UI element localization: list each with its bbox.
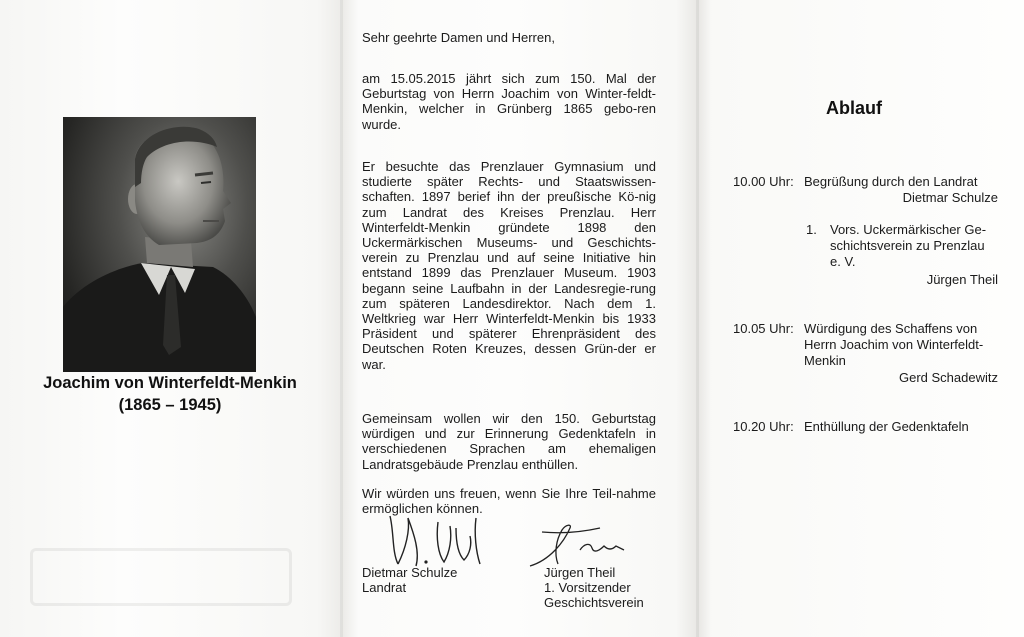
portrait-caption-name: Joachim von Winterfeldt-Menkin [43,374,297,392]
schedule-text-2b: Herrn Joachim von Winterfeldt- [804,337,984,352]
signer-right-role-1: 1. Vorsitzender [544,580,631,596]
signature-left [384,508,494,570]
schedule-speaker-2: Jürgen Theil [926,272,998,287]
fold-line-left [340,0,343,637]
letter-paragraph-4: Wir würden uns freuen, wenn Sie Ihre Teil-nahme ermöglichen können. [362,486,656,517]
signer-left [362,565,457,595]
schedule-time-2: 10.05 Uhr: [733,321,794,336]
schedule-subtext-2: schichtsverein zu Prenzlau [830,238,985,253]
portrait-caption-years: (1865 – 1945) [118,396,222,414]
schedule-text-3: Enthüllung der Gedenktafeln [804,419,969,434]
schedule-text-2c: Menkin [804,353,846,368]
fold-line-right [696,0,699,637]
letter-paragraph-3: Gemeinsam wollen wir den 150. Geburtstag würdigen und zur Erinnerung Gedenktafeln in verschiedenen Sprachen am ehemaligen Landratsgebäude Prenzlau enthüllen. [362,411,656,472]
signer-left-name: Dietmar Schulze [362,565,458,580]
schedule-subnumber: 1. [806,222,817,237]
signer-right-name: Jürgen Theil [544,565,616,580]
schedule-text-2a: Würdigung des Schaffens von [804,321,978,336]
schedule-subtext-3: e. V. [830,254,856,269]
signer-left-role: Landrat [362,580,407,596]
schedule-time-3: 10.20 Uhr: [733,419,794,434]
portrait-illustration [63,117,256,372]
schedule-text-1: Begrüßung durch den Landrat [804,174,978,189]
show-through-logo [30,548,292,606]
signer-right-role-2: Geschichtsverein [544,595,644,611]
schedule-subtext-1: Vors. Uckermärkischer Ge- [830,222,987,237]
letter-paragraph-2: Er besuchte das Prenzlauer Gymnasium und studierte später Rechts- und Staatswissen-schaften. 1897 berief ihn der preußische Kö-nig zum Landrat des Kreises Prenzlau. Herr Winterfeldt-Menkin gründete 1898 den Uckermärkischen Museums- und Geschichts-verein zu Prenzlau und auf seine Initiative hin entstand 1899 das Prenzlauer Museum. 1903 begann seine Laufbahn in der Landesregie-rung zum späteren Landesdirektor. Nach dem 1. Weltkrieg war Herr Winterfeldt-Menkin bis 1933 Präsident und späterer Ehrenpräsident des Deutschen Roten Kreuzes, dessen Grün-der er war. [362,159,656,372]
schedule-time-1: 10.00 Uhr: [733,174,794,189]
letter-salutation: Sehr geehrte Damen und Herren, [362,30,555,45]
schedule-title: Ablauf [826,98,882,118]
schedule-speaker-3: Gerd Schadewitz [899,370,998,385]
schedule-speaker-1: Dietmar Schulze [902,190,998,205]
portrait-photo [63,117,256,372]
letter-paragraph-1: am 15.05.2015 jährt sich zum 150. Mal der Geburtstag von Herrn Joachim von Winter-feldt-Menkin, welcher in Grünberg 1865 gebo-ren wurde. [362,71,656,132]
signer-right [544,565,644,611]
